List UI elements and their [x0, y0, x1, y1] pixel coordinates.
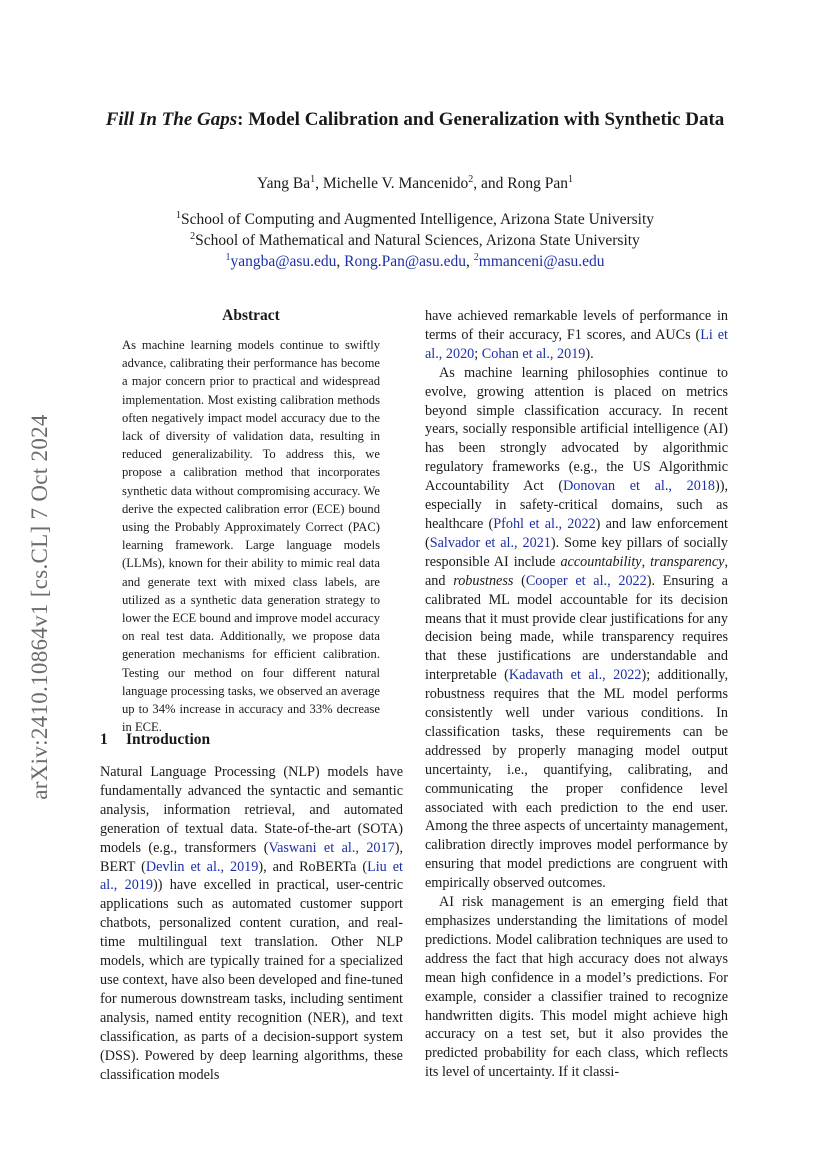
text: , and [425, 553, 728, 589]
author-name: Yang Ba [257, 175, 311, 192]
text: )) have excelled in practical, user-centric applications such as automated customer support chatbots, personalized content curation, and real-time multilingual text translation. Other NLP models, which are typically trained for a specialized use context, have also been developed and fine-tuned for numerous downstream tasks, including sentiment analysis, named entity recognition (NER), and text classification, as parts of a decision-support system (DSS). Powered by deep learning algorithms, these classification models [100, 877, 403, 1083]
author-name: , and Rong Pan [473, 175, 568, 192]
right-column-body [425, 307, 728, 1082]
section-heading-introduction [100, 731, 210, 749]
emphasis: transparency [650, 553, 725, 570]
section-number: 1 [100, 731, 108, 748]
paragraph [425, 307, 728, 364]
citation-link[interactable]: Li et al., 2020 [425, 326, 728, 362]
citation-link[interactable]: Liu et al., 2019 [100, 858, 404, 894]
citation-link[interactable]: Vaswani et al., 2017 [268, 839, 395, 856]
author-affil-mark: 1 [310, 174, 316, 185]
abstract-text: As machine learning models continue to swiftly advance, calibrating their performance has become a major concern prior to practical and widespread implementation. Most existing calibration methods often negatively impact model accuracy due to the lack of diversity of validation data, resulting in reduced generalizability. To address this, we propose a calibration method that incorporates synthetic data without compromising accuracy. We derive the expected calibration error (ECE) bound using the Probably Approximately Correct (PAC) learning framework. Large language models (LLMs), known for their ability to mimic real data and generate text with mixed class labels, are utilized as a synthetic data generation strategy to lower the ECE bound and improve model accuracy on real test data. Additionally, we propose data generation mechanisms for efficient calibration. Testing our method on four different natural language processing tasks, we observed an average up to 34% increase in accuracy and 33% decrease in ECE. [122, 338, 380, 735]
text: ( [513, 572, 526, 589]
abstract-heading: Abstract [222, 307, 280, 324]
title-italic-part: Fill In The Gaps [105, 109, 238, 130]
paragraph [425, 364, 728, 893]
left-column-body [100, 763, 403, 1084]
citation-link[interactable]: Donovan et al., 2018 [563, 478, 715, 495]
text: ) and law enforcement ( [425, 515, 728, 551]
email-line [100, 251, 730, 272]
text: , [641, 553, 651, 570]
text: ), BERT ( [100, 839, 403, 875]
email-link[interactable]: Rong.Pan@asu.edu [344, 253, 467, 270]
email-separator: , [336, 253, 345, 270]
email-separator: , [466, 253, 474, 270]
text: ). [585, 345, 594, 362]
paper-title [100, 108, 730, 131]
text: ), and RoBERTa ( [258, 858, 368, 875]
author-affil-mark: 2 [468, 174, 474, 185]
text: )), especially in safety-critical domains, such as healthcare ( [425, 478, 728, 532]
affiliations [100, 209, 730, 272]
emphasis: robustness [453, 572, 514, 589]
text: ). Ensuring a calibrated ML model accountable for its decision means that it must provide clear justifications for any decision being made, while transparency requires that these justifications are understandable and interpretable ( [425, 572, 728, 684]
citation-link[interactable]: Pfohl et al., 2022 [493, 515, 596, 532]
citation-link[interactable]: Cooper et al., 2022 [525, 572, 647, 589]
affil-mark: 2 [190, 231, 196, 242]
email-link[interactable]: mmanceni@asu.edu [478, 253, 605, 270]
affil-text: School of Computing and Augmented Intelligence, Arizona State University [180, 211, 655, 228]
text: ). Some key pillars of socially responsible AI include [425, 534, 728, 570]
author-name: , Michelle V. Mancenido [315, 175, 469, 192]
paragraph: AI risk management is an emerging field that emphasizes understanding the limitations of model predictions. Model calibration techniques are used to address the fact that high accuracy does not always mean high confidence in a model’s predictions. For example, consider a classifier trained to recognize handwritten digits. This model might achieve high accuracy on a test set, but it also provides the predicted probability for each class, which reflects its level of uncertainty. If it classi- [425, 894, 728, 1081]
email-mark: 2 [473, 252, 479, 263]
emphasis: accountability [560, 553, 642, 570]
text: have achieved remarkable levels of performance in terms of their accuracy, F1 scores, and AUCs ( [425, 308, 728, 343]
title-rest: : Model Calibration and Generalization with Synthetic Data [237, 109, 725, 130]
text: Natural Language Processing (NLP) models have fundamentally advanced the syntactic and semantic analysis, information retrieval, and automated generation of textual data. State-of-the-art (SOTA) models (e.g., transformers ( [100, 764, 403, 856]
text: ; [474, 345, 482, 362]
paragraph [100, 763, 403, 1084]
citation-link[interactable]: Devlin et al., 2019 [145, 858, 259, 875]
citation-link[interactable]: Kadavath et al., 2022 [508, 667, 642, 684]
affiliation-1 [100, 209, 730, 230]
affil-text: School of Mathematical and Natural Sciences, Arizona State University [195, 232, 640, 249]
arxiv-sidebar [22, 372, 58, 842]
author-list [100, 175, 730, 193]
email-mark: 1 [225, 252, 231, 263]
section-title: Introduction [126, 731, 211, 748]
author-affil-mark: 1 [567, 174, 573, 185]
citation-link[interactable]: Salvador et al., 2021 [429, 534, 551, 551]
affil-mark: 1 [175, 210, 181, 221]
arxiv-identifier: arXiv:2410.10864v1 [cs.CL] 7 Oct 2024 [27, 414, 52, 800]
text: ); additionally, robustness requires that the ML model performs consistently well under various conditions. In classification tasks, these requirements can be addressed by properly managing model output uncertainty, i.e., quantifying, calibrating, and communicating the proper confidence level associated with each prediction to the end user. Among the three aspects of uncertainty management, calibration directly improves model performance by ensuring that model predictions are congruent with empirically observed outcomes. [425, 667, 728, 892]
citation-link[interactable]: Cohan et al., 2019 [481, 345, 586, 362]
email-link[interactable]: yangba@asu.edu [230, 253, 337, 270]
affiliation-2 [100, 230, 730, 251]
text: As machine learning philosophies continue to evolve, growing attention is placed on metrics beyond simple classification accuracy. In recent years, socially responsible artificial intelligence (AI) has been strongly advocated by algorithmic regulatory frameworks (e.g., the US Algorithmic Accountability Act ( [425, 364, 728, 495]
